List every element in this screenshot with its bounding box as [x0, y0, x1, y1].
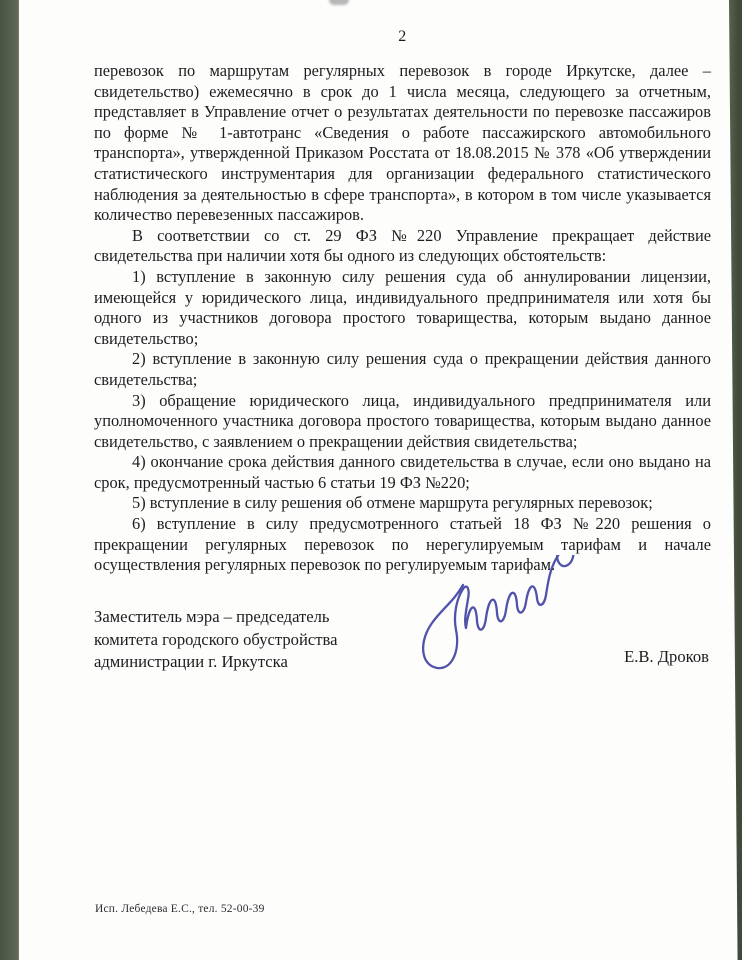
scan-edge-right — [729, 0, 742, 960]
list-item-2: 2) вступление в законную силу решения суда о прекращении действия данного свидетельства; — [94, 349, 711, 389]
signatory-name: Е.В. Дроков — [624, 647, 709, 666]
list-item-6: 6) вступление в силу предусмотренного статьей 18 ФЗ №220 решения о прекращении регулярных перевозок по нерегулируемым тарифам и начале осуществления регулярных перевозок по регулируемым тарифам. — [94, 514, 711, 575]
document-body-text — [94, 61, 711, 576]
list-item-4: 4) окончание срока действия данного свидетельства в случае, если оно выдано на срок, предусмотренный частью 6 статьи 19 ФЗ №220; — [94, 452, 711, 492]
page-number: 2 — [398, 28, 407, 45]
signatory-title-line: Заместитель мэра – председатель — [94, 607, 330, 626]
footer-executor-note: Исп. Лебедева Е.С., тел. 52-00-39 — [95, 903, 265, 915]
signatory-title — [94, 606, 337, 674]
list-item-1: 1) вступление в законную силу решения суда об аннулировании лицензии, имеющейся у юридического лица, индивидуального предпринимателя или хотя бы одного из участников договора простого товарищества, которым выдано данное свидетельство; — [94, 266, 711, 348]
paragraph-continuation: перевозок по маршрутам регулярных перевозок в городе Иркутске, далее – свидетельство) ежемесячно в срок до 1 числа месяца, следующего за отчетным, представляет в Управление отчет о результатах деятельности по перевозке пассажиров по форме № 1-автотранс «Сведения о работе пассажирского автомобильного транспорта», утвержденной Приказом Росстата от 18.08.2015 № 378 «Об утверждении статистического инструментария для организации федерального статистического наблюдения за деятельностью в сфере транспорта», в котором в том числе указывается количество перевезенных пассажиров. — [94, 61, 711, 225]
list-item-3: 3) обращение юридического лица, индивидуального предпринимателя или уполномоченного участника договора простого товарищества, которым выдано данное свидетельство, с заявлением о прекращении действия свидетельства; — [94, 390, 711, 451]
signatory-title-line: администрации г. Иркутска — [94, 652, 288, 672]
scan-edge-left — [0, 0, 19, 960]
paragraph-intro: В соответствии со ст. 29 ФЗ №220 Управление прекращает действие свидетельства при наличии хотя бы одного из следующих обстоятельств: — [94, 225, 711, 266]
signatory-title-line: комитета городского обустройства — [94, 629, 338, 649]
scan-artifact-top — [329, 0, 349, 5]
handwritten-signature-icon — [416, 555, 598, 685]
list-item-5: 5) вступление в силу решения об отмене маршрута регулярных перевозок; — [132, 493, 653, 513]
